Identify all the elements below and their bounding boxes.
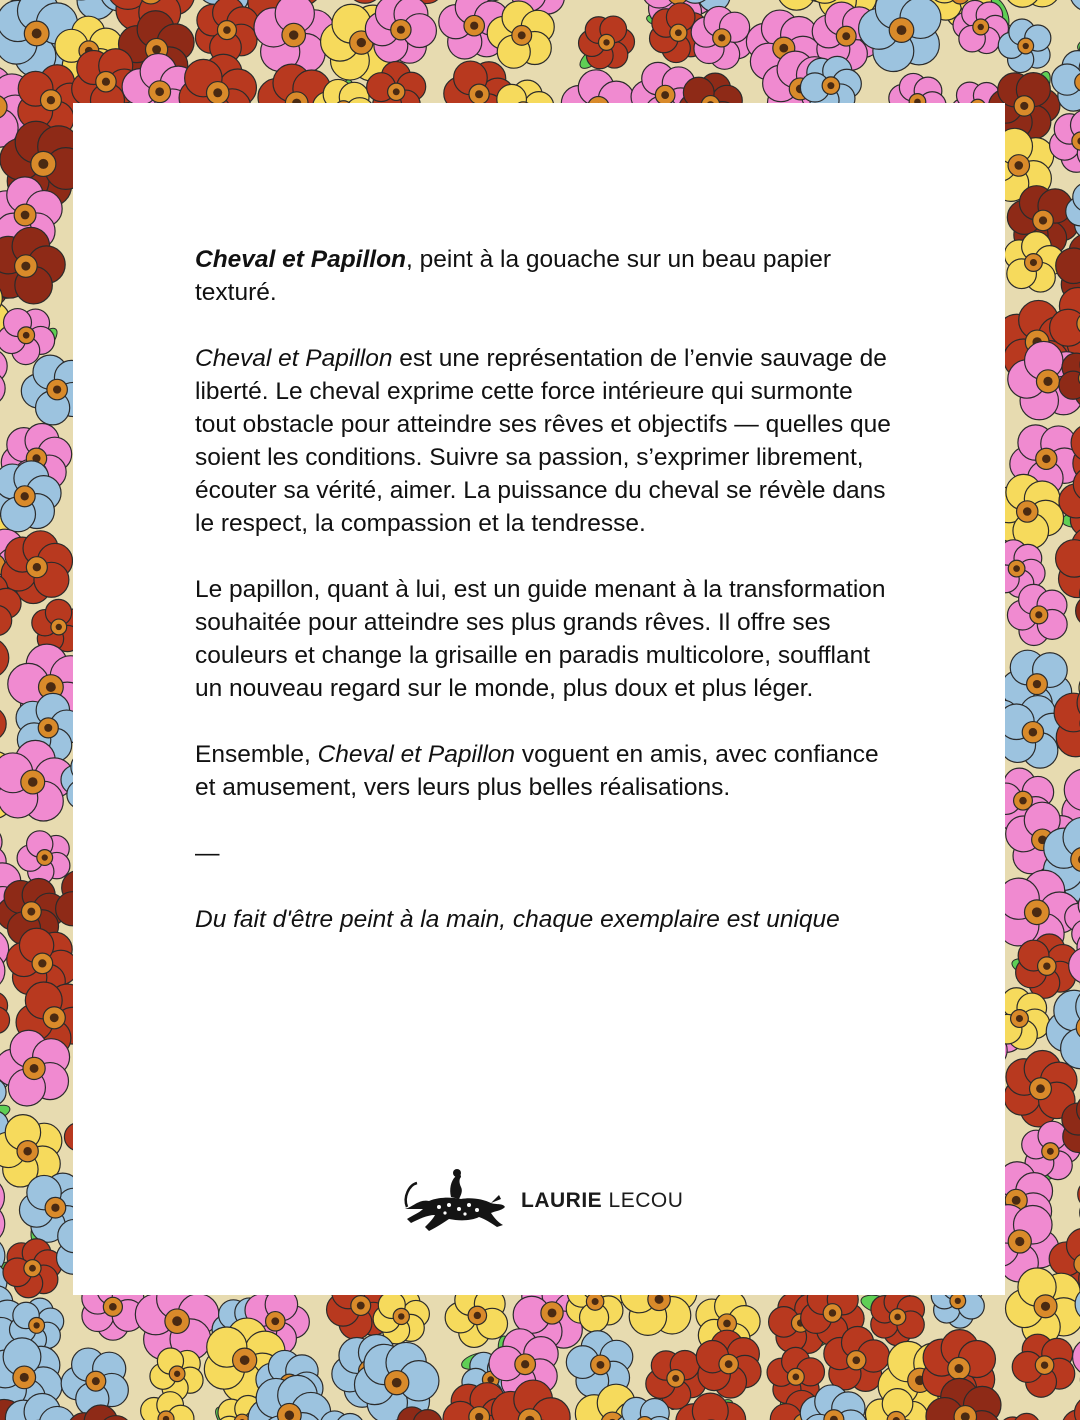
flower-shape	[1059, 0, 1080, 11]
flower-shape	[994, 0, 1069, 7]
paragraph-meaning	[195, 342, 895, 540]
title-italic: Cheval et Papillon	[195, 246, 407, 273]
flower-shape	[0, 227, 65, 304]
brand-first-name: LAURIE	[521, 1189, 603, 1212]
paragraph-together-text: voguent en amis, avec confiance et amusement, vers leurs plus belles réalisations.	[195, 741, 879, 801]
flower-shape	[0, 1030, 70, 1106]
brand-last-name: LECOU	[608, 1189, 684, 1212]
separator-dash: —	[195, 840, 220, 867]
brand-logo	[399, 1163, 699, 1239]
flower-shape	[66, 1405, 132, 1420]
flower-shape	[0, 986, 10, 1042]
footnote-text: Du fait d'être peint à la main, chaque exemplaire est unique	[195, 906, 840, 933]
flower-shape	[354, 1342, 438, 1420]
paragraph-meaning-text: est une représentation de l’envie sauvage de liberté. Le cheval exprime cette force intérieure qui surmonte tout obstacle pour atteindre ses rêves et objectifs — quelles que soient les conditions. Suivre sa passion, s’exprimer librement, écouter sa vérité, aimer. La puissance du cheval se révèle dans le respect, la compassion et la tendresse.	[195, 345, 891, 537]
paragraph-intro-text: , peint à la gouache sur un beau papier texturé.	[195, 246, 832, 306]
flower-shape	[195, 0, 258, 63]
flower-shape	[0, 691, 6, 758]
leopard-rider-icon	[399, 1163, 507, 1239]
flower-shape	[995, 1413, 1050, 1420]
flower-shape	[365, 0, 436, 63]
title-italic: Cheval et Papillon	[317, 741, 516, 768]
flower-shape	[61, 1348, 128, 1416]
flower-shape	[859, 0, 941, 72]
paragraph-together	[195, 738, 895, 804]
title-italic: Cheval et Papillon	[195, 345, 393, 372]
paragraph-together-lead: Ensemble,	[195, 741, 318, 768]
paragraph-butterfly: Le papillon, quant à lui, est un guide menant à la transformation souhaitée pour atteindre ses plus grands rêves. Il offre ses couleurs et change la grisaille en paradis multicolore, soufflant un nouveau regard sur le monde, plus doux et plus léger.	[195, 576, 886, 702]
flower-shape	[3, 1239, 62, 1298]
description-text	[195, 243, 895, 969]
description-card	[73, 103, 1005, 1295]
flower-shape	[0, 1169, 5, 1253]
flower-shape	[17, 831, 70, 885]
brand-name	[521, 1189, 683, 1213]
flower-shape	[871, 1288, 925, 1346]
paragraph-intro	[195, 243, 895, 309]
flower-shape	[1012, 1334, 1075, 1397]
footnote	[195, 903, 895, 936]
flower-shape	[1062, 1396, 1080, 1420]
flower-shape	[1073, 1324, 1080, 1398]
